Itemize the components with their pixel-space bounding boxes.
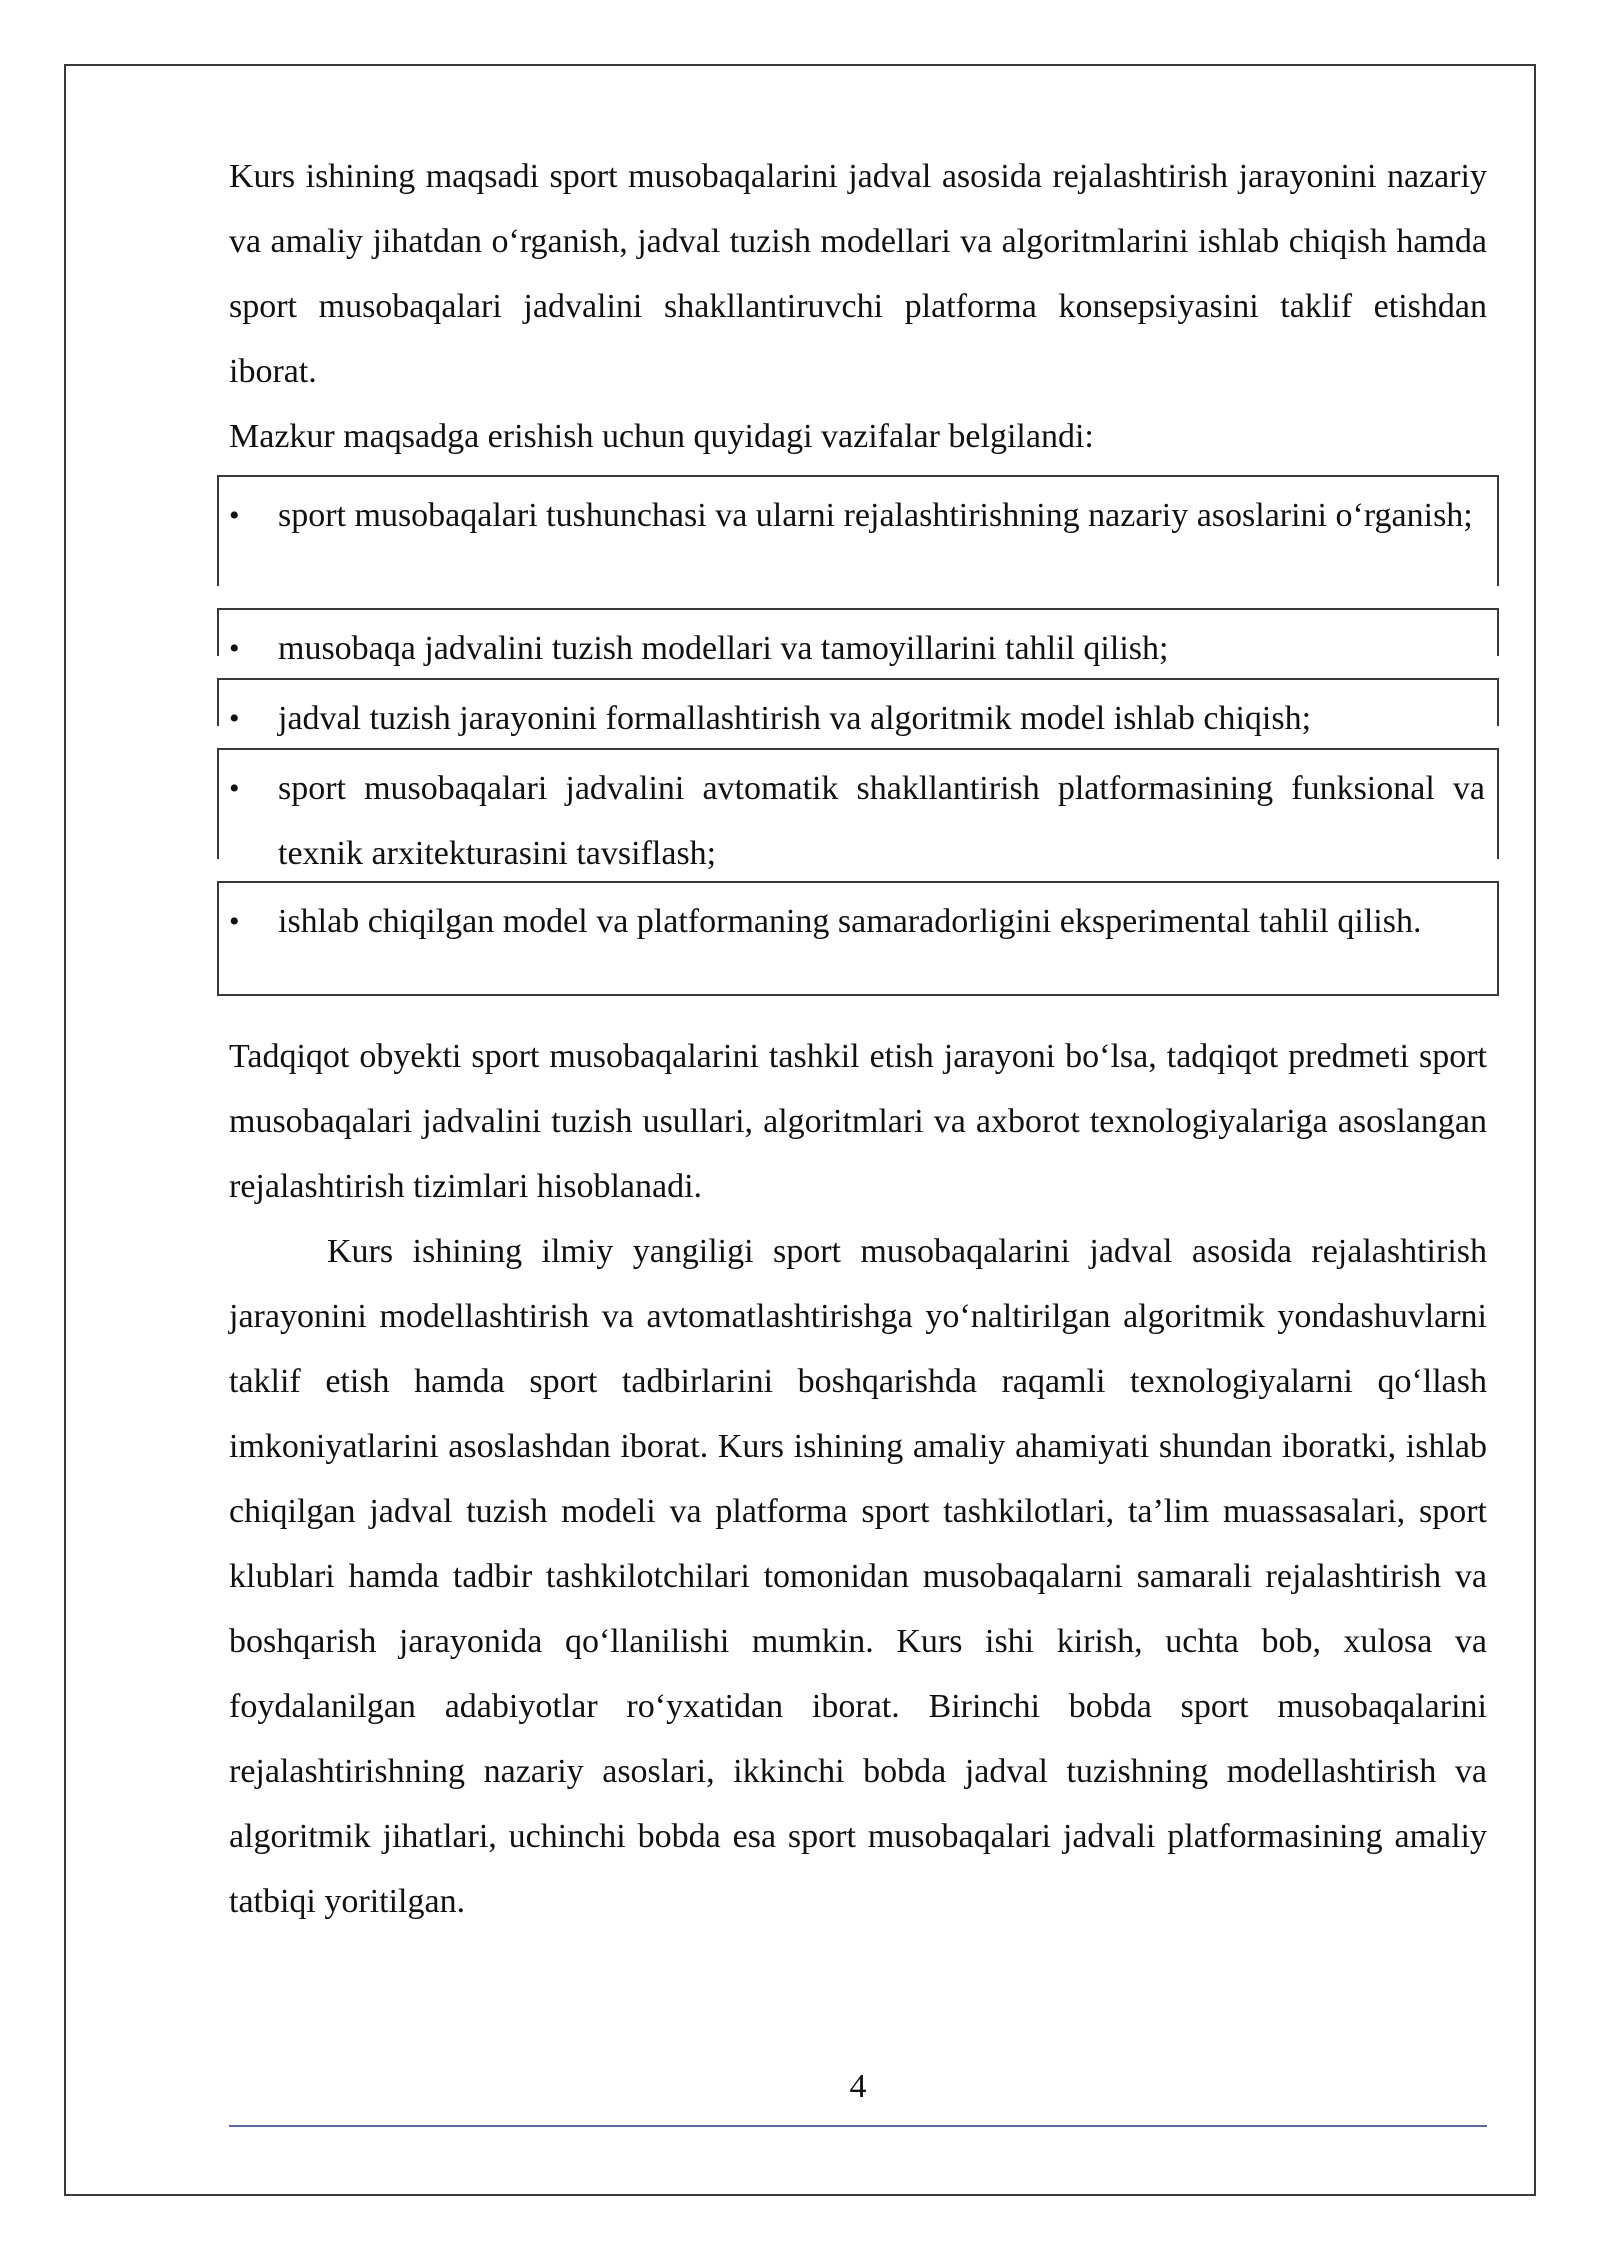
page-number: 4 (849, 2068, 867, 2105)
bullet-icon: • (229, 772, 240, 805)
novelty-paragraph: Kurs ishining ilmiy yangiligi sport musobaqalarini jadval asosida rejalashtirish jarayonini modellashtirish va avtomatlashtirishga yo‘naltirilgan algoritmik yondashuvlarni taklif etish hamda sport tadbirlarini boshqarishda raqamli texnologiyalarni qo‘llash imkoniyatlarini asoslashdan iborat. Kurs ishining amaliy ahamiyati shundan iboratki, ishlab chiqilgan jadval tuzish modeli va platforma sport tashkilotlari, ta’lim muassasalari, sport klublari hamda tadbir tashkilotchilari tomonidan musobaqalarni samarali rejalashtirish va boshqarish jarayonida qo‘llanilishi mumkin. Kurs ishi kirish, uchta bob, xulosa va foydalanilgan adabiyotlar ro‘yxatidan iborat. Birinchi bobda sport musobaqalarini rejalashtirishning nazariy asoslari, ikkinchi bobda jadval tuzishning modellashtirish va algoritmik jihatlari, uchinchi bobda esa sport musobaqalari jadvali platformasining amaliy tatbiqi yoritilgan. (229, 1233, 1487, 1920)
list-item (217, 678, 1499, 737)
task-text: musobaqa jadvalini tuzish modellari va tamoyillarini tahlil qilish; (278, 630, 1169, 667)
list-item (217, 881, 1499, 996)
intro-section (229, 144, 1487, 469)
list-item (217, 748, 1499, 872)
list-item (217, 475, 1499, 586)
research-object-paragraph: Tadqiqot obyekti sport musobaqalarini tashkil etish jarayoni bo‘lsa, tadqiqot predmeti sport musobaqalari jadvalini tuzish usullari, algoritmlari va axborot texnologiyalariga asoslangan rejalashtirish tizimlari hisoblanadi. (229, 1038, 1487, 1205)
body-section (229, 1024, 1487, 1934)
bullet-icon: • (229, 905, 240, 938)
list-item (217, 608, 1499, 667)
bullet-icon: • (229, 702, 240, 735)
task-text: sport musobaqalari jadvalini avtomatik shakllantirish platformasining funksional va texnik arxitekturasini tavsiflash; (278, 770, 1485, 872)
goal-paragraph: Kurs ishining maqsadi sport musobaqalarini jadval asosida rejalashtirish jarayonini nazariy va amaliy jihatdan o‘rganish, jadval tuzish modellari va algoritmlarini ishlab chiqish hamda sport musobaqalari jadvalini shakllantiruvchi platforma konsepsiyasini taklif etishdan iborat. (229, 158, 1487, 390)
bullet-icon: • (229, 499, 240, 532)
footer-divider (229, 2125, 1487, 2127)
task-text: jadval tuzish jarayonini formallashtirish va algoritmik model ishlab chiqish; (278, 700, 1312, 737)
task-text: ishlab chiqilgan model va platformaning samaradorligini eksperimental tahlil qilish. (278, 903, 1422, 940)
bullet-icon: • (229, 632, 240, 665)
task-list (217, 475, 1499, 996)
tasks-intro-paragraph: Mazkur maqsadga erishish uchun quyidagi vazifalar belgilandi: (229, 418, 1094, 455)
task-text: sport musobaqalari tushunchasi va ularni rejalashtirishning nazariy asoslarini o‘rganish; (278, 497, 1473, 534)
